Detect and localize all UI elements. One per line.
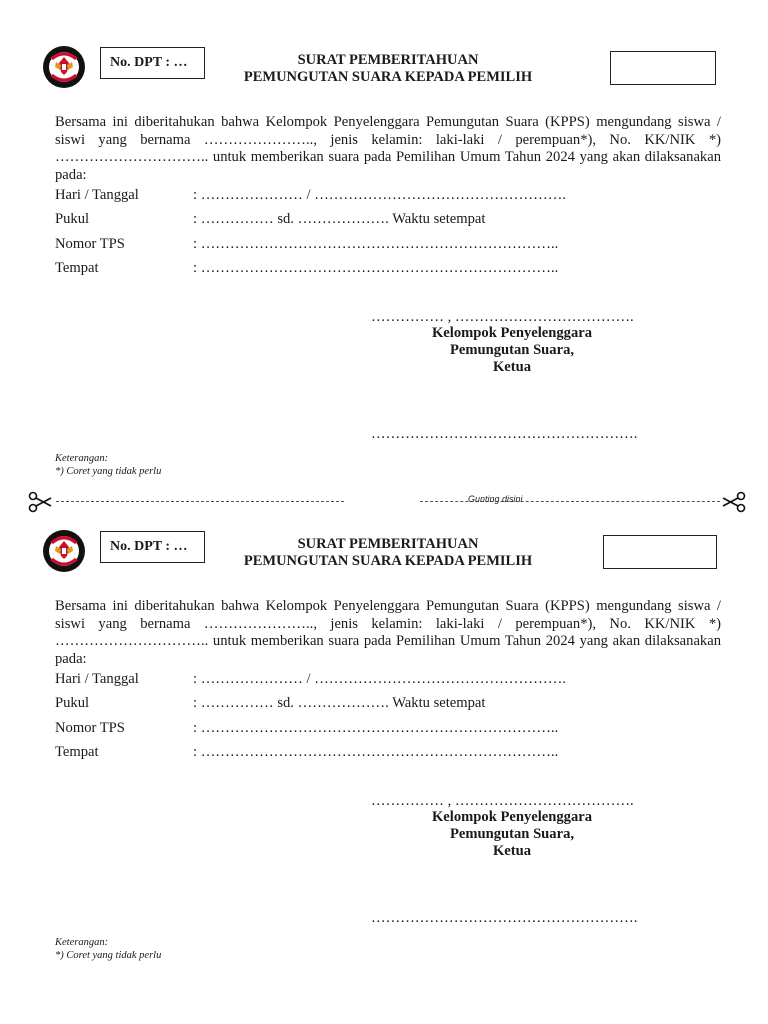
kpu-logo-icon bbox=[42, 528, 86, 574]
footnote-title: Keterangan: bbox=[55, 937, 109, 948]
form-title bbox=[200, 536, 576, 570]
signatory-line-3: Ketua bbox=[492, 843, 532, 859]
field-row-tps bbox=[55, 236, 558, 253]
field-row-date bbox=[55, 187, 566, 204]
signatory-line-1: Kelompok Penyelenggara bbox=[431, 809, 593, 825]
field-label: Nomor TPS bbox=[55, 720, 125, 736]
field-value: : ……………………………………………………………….. bbox=[193, 236, 559, 252]
cut-label: Gunting disini bbox=[468, 494, 523, 504]
place-date-line: …………… , ………………………………. bbox=[371, 309, 634, 325]
title-line-1: SURAT PEMBERITAHUAN bbox=[297, 536, 479, 552]
signature-line: ………………………………………………. bbox=[371, 910, 638, 926]
field-value: : ……………………………………………………………….. bbox=[193, 720, 559, 736]
title-line-2: PEMUNGUTAN SUARA KEPADA PEMILIH bbox=[243, 69, 533, 85]
footnote-text: *) Coret yang tidak perlu bbox=[55, 950, 162, 961]
field-value: : ……………………………………………………………….. bbox=[193, 744, 559, 760]
field-value: : …………… sd. ………………. Waktu setempat bbox=[193, 695, 486, 711]
form-title bbox=[200, 52, 576, 86]
signatory-line-1: Kelompok Penyelenggara bbox=[431, 325, 593, 341]
field-label: Tempat bbox=[55, 260, 99, 276]
field-value: : ………………… / ……………………………………………. bbox=[193, 187, 566, 203]
field-value: : ………………… / ……………………………………………. bbox=[193, 671, 566, 687]
field-row-date bbox=[55, 671, 566, 688]
dpt-number-box: No. DPT : … bbox=[100, 531, 205, 563]
title-line-1: SURAT PEMBERITAHUAN bbox=[297, 52, 479, 68]
blank-box bbox=[603, 535, 717, 569]
field-label: Hari / Tanggal bbox=[55, 671, 139, 687]
notice-form-top bbox=[0, 0, 768, 477]
footnote-title: Keterangan: bbox=[55, 453, 109, 464]
field-label: Tempat bbox=[55, 744, 99, 760]
field-label: Nomor TPS bbox=[55, 236, 125, 252]
signatory-block bbox=[400, 325, 624, 376]
field-row-tps bbox=[55, 720, 558, 737]
field-row-place bbox=[55, 260, 558, 277]
signatory-line-2: Pemungutan Suara, bbox=[449, 342, 575, 358]
signatory-line-2: Pemungutan Suara, bbox=[449, 826, 575, 842]
field-value: : ……………………………………………………………….. bbox=[193, 260, 559, 276]
title-line-2: PEMUNGUTAN SUARA KEPADA PEMILIH bbox=[243, 553, 533, 569]
footnote bbox=[55, 452, 161, 478]
field-row-time bbox=[55, 695, 485, 712]
field-row-place bbox=[55, 744, 558, 761]
field-row-time bbox=[55, 211, 485, 228]
notice-form-bottom bbox=[0, 484, 768, 961]
blank-box bbox=[610, 51, 716, 85]
signatory-block bbox=[400, 809, 624, 860]
field-label: Hari / Tanggal bbox=[55, 187, 139, 203]
signature-line: ………………………………………………. bbox=[371, 426, 638, 442]
place-date-line: …………… , ………………………………. bbox=[371, 793, 634, 809]
footnote bbox=[55, 936, 161, 962]
body-paragraph: Bersama ini diberitahukan bahwa Kelompok Penyelenggara Pemungutan Suara (KPPS) mengundang siswa / siswi yang bernama ………………….., jenis kelamin: laki-laki / perempuan*), No. KK/NIK *) ………………………….. untuk memberikan suara pada Pemilihan Umum Tahun 2024 yang akan dilaksanakan pada: bbox=[55, 598, 721, 667]
dpt-number-box: No. DPT : … bbox=[100, 47, 205, 79]
field-label: Pukul bbox=[55, 695, 90, 711]
body-paragraph: Bersama ini diberitahukan bahwa Kelompok Penyelenggara Pemungutan Suara (KPPS) mengundang siswa / siswi yang bernama ………………….., jenis kelamin: laki-laki / perempuan*), No. KK/NIK *) ………………………….. untuk memberikan suara pada Pemilihan Umum Tahun 2024 yang akan dilaksanakan pada: bbox=[55, 114, 721, 183]
signatory-line-3: Ketua bbox=[492, 359, 532, 375]
kpu-logo-icon bbox=[42, 44, 86, 90]
field-value: : …………… sd. ………………. Waktu setempat bbox=[193, 211, 486, 227]
footnote-text: *) Coret yang tidak perlu bbox=[55, 466, 162, 477]
field-label: Pukul bbox=[55, 211, 90, 227]
